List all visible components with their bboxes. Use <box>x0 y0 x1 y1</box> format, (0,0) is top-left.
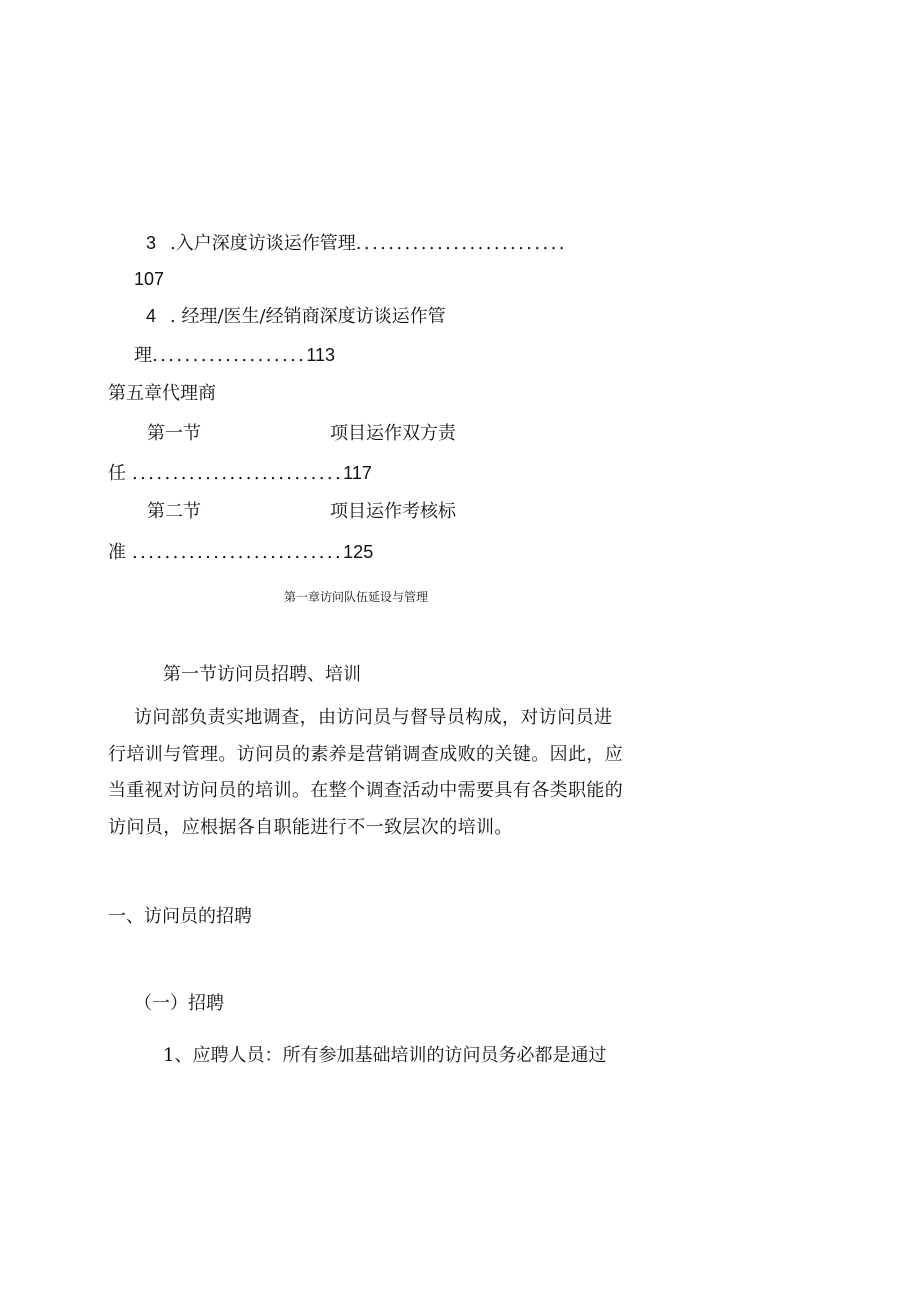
toc-sec-2-label: 第二节 <box>147 501 201 522</box>
toc-sec-2-title: 项目运作考核标 <box>330 501 456 522</box>
heading-recruitment: 一、访问员的招聘 <box>108 906 252 927</box>
toc-item-4-cont-text: 理 <box>134 345 152 366</box>
toc-item-3-page: 107 <box>134 269 165 289</box>
list-item-1: 1、应聘人员：所有参加基础培训的访问员务必都是通过 <box>163 1045 607 1066</box>
section-heading: 第一节访问员招聘、培训 <box>163 664 361 685</box>
toc-sec-2-cont <box>108 540 373 565</box>
toc-item-4 <box>146 304 446 329</box>
toc-sec-1-label: 第一节 <box>147 423 201 444</box>
toc-item-3-number: 3 <box>146 233 157 253</box>
toc-sec-2-page: 125 <box>343 542 374 562</box>
toc-item-3 <box>146 231 567 256</box>
toc-item-3-text: .入户深度访谈运作管理 <box>170 233 356 254</box>
toc-sec-1-cont <box>108 461 372 486</box>
toc-item-4-number: 4 <box>146 306 157 326</box>
toc-sec-1-title: 项目运作双方责 <box>330 423 456 444</box>
toc-sec-2-cont-text: 准 <box>108 542 126 563</box>
toc-sec-1-dots: .......................... <box>132 463 344 484</box>
toc-item-4-text: . 经理/医生/经销商深度访谈运作管 <box>170 306 446 327</box>
toc-item-3-dots: .......................... <box>355 233 567 254</box>
toc-sec-2-dots: .......................... <box>132 542 344 563</box>
toc-item-4-cont <box>134 343 335 368</box>
toc-sec-1-page: 117 <box>343 463 372 483</box>
toc-chapter-5: 第五章代理商 <box>108 383 216 404</box>
chapter-heading: 第一章访问队伍延设与管理 <box>284 590 429 604</box>
subheading-recruit: （一）招聘 <box>134 993 224 1014</box>
toc-item-4-page: 113 <box>306 345 336 365</box>
toc-item-4-dots: ................... <box>152 345 307 366</box>
body-paragraph: 访问部负责实地调查，由访问员与督导员构成，对访问员进行培训与管理。访问员的素养是营销调查成败的关键。因此，应当重视对访问员的培训。在整个调查活动中需要具有各类职能的访问员，应根据各自职能进行不一致层次的培训。 <box>108 707 624 838</box>
toc-sec-1-cont-text: 任 <box>108 463 126 484</box>
